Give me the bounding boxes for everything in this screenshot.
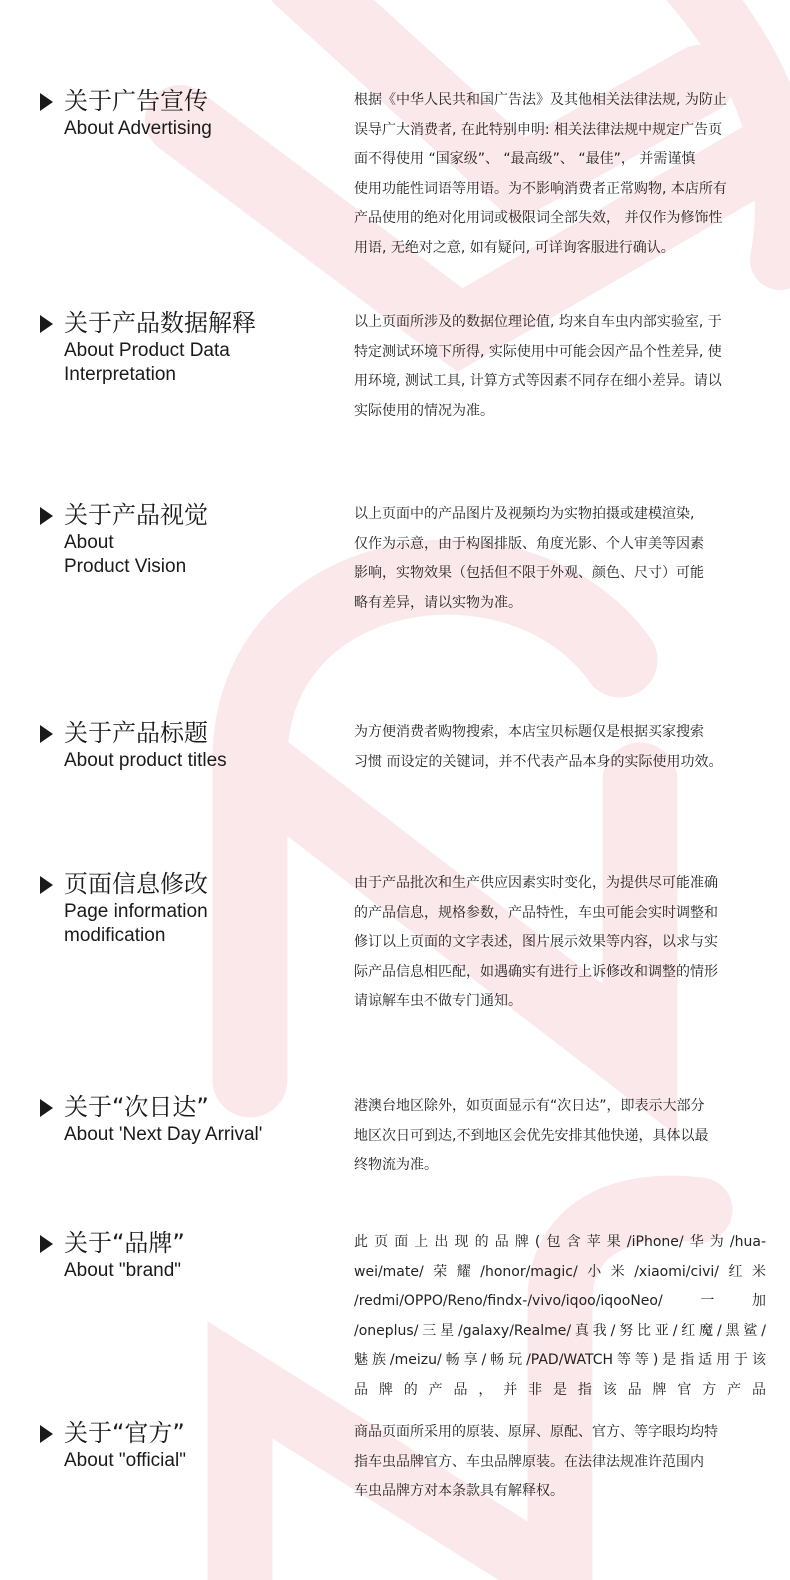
heading-chinese: 关于产品数据解释 [64,309,256,337]
triangle-bullet-icon [40,507,53,525]
heading-chinese: 关于产品视觉 [64,501,208,529]
section-body-text: 为方便消费者购物搜索，本店宝贝标题仅是根据买家搜索 习惯 而设定的关键词，并不代表产品本身的实际使用功效。 [354,724,723,770]
triangle-bullet-icon [40,315,53,333]
heading-english: About "official" [64,1450,186,1471]
heading-english: About product titles [64,750,227,771]
heading-chinese: 关于“品牌” [64,1229,185,1257]
section-body-text: 商品页面所采用的原装、原屏、原配、官方、等字眼均均特 指车虫品牌官方、车虫品牌原装。在法律法规准许范围内 车虫品牌方对本条款具有解释权。 [354,1424,718,1500]
heading-english: About 'Next Day Arrival' [64,1124,263,1145]
heading-english: About Advertising [64,118,212,139]
triangle-bullet-icon [40,1235,53,1253]
heading-chinese: 关于“次日达” [64,1093,209,1121]
heading-english: Page information modification [64,901,208,946]
section-body-text: 港澳台地区除外，如页面显示有“次日达”，即表示大部分 地区次日可到达,不到地区会优先安排其他快递，具体以最 终物流为准。 [354,1098,709,1174]
section-body-text: 由于产品批次和生产供应因素实时变化，为提供尽可能准确 的产品信息，规格参数，产品特性，车虫可能会实时调整和 修订以上页面的文字表述，图片展示效果等内容，以求与实 际产品信息相匹配，如遇确实有进行上诉修改和调整的情形 请谅解车虫不做专门通知。 [354,875,718,1010]
section-body-text: 以上页面中的产品图片及视频均为实物拍摄或建模渲染, 仅作为示意，由于构图排版、角度光影、个人审美等因素 影响，实物效果（包括但不限于外观、颜色、尺寸）可能 略有差异，请以实物为准。 [354,506,704,611]
heading-chinese: 关于“官方” [64,1419,185,1447]
section-body-text: 此页面上出现的品牌(包含苹果/iPhone/华为/hua- wei/mate/荣耀/honor/magic/小米/xiaomi/civi/红米 /redmi/OPPO/Reno/findx-/vivo/iqoo/iqooNeo/一加 /oneplus/三星/galaxy/Realme/真我/努比亚/红魔/黑鲨/ 魅族/meizu/畅享/畅玩/PAD/WATCH等等)是指适用于该 品 牌 的 产 品 ， 并 非 是 指 该 品 牌 官 方 产 品 [354,1234,766,1398]
heading-english: About "brand" [64,1260,182,1281]
heading-english: About Product Data Interpretation [64,340,230,385]
triangle-bullet-icon [40,876,53,894]
heading-chinese: 关于广告宣传 [64,87,208,115]
triangle-bullet-icon [40,1099,53,1117]
section-body-text: 根据《中华人民共和国广告法》及其他相关法律法规, 为防止 误导广大消费者, 在此特别申明: 相关法律法规中规定广告页 面不得使用 “国家级”、 “最高级”、 “最佳”， 并需谨慎 使用功能性词语等用语。为不影响消费者正常购物, 本店所有 产品使用的绝对化用词或极限词全部失效， 并仅作为修饰性 用语, 无绝对之意, 如有疑问, 可详询客服进行确认。 [354,92,727,256]
triangle-bullet-icon [40,1425,53,1443]
heading-chinese: 关于产品标题 [64,719,208,747]
triangle-bullet-icon [40,725,53,743]
section-body-text: 以上页面所涉及的数据位理论值, 均来自车虫内部实验室, 于 特定测试环境下所得, 实际使用中可能会因产品个性差异, 使 用环境, 测试工具, 计算方式等因素不同存在细小差异。请以 实际使用的情况为准。 [354,314,722,419]
heading-chinese: 页面信息修改 [64,870,208,898]
heading-english: About Product Vision [64,532,187,577]
triangle-bullet-icon [40,93,53,111]
